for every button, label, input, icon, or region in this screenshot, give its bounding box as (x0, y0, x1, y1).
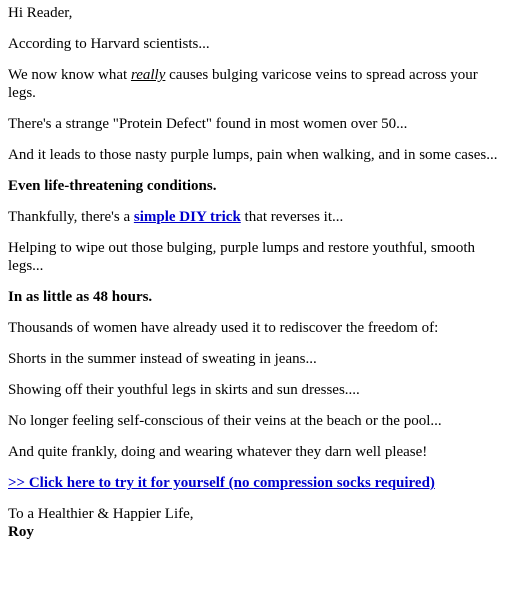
cta-click-here-link[interactable]: >> Click here to try it for yourself (no compression socks required) (8, 475, 435, 491)
cta-paragraph (8, 474, 507, 492)
signature: Roy (8, 524, 34, 540)
closing-line: To a Healthier & Happier Life, (8, 506, 194, 522)
paragraph-thousands: Thousands of women have already used it to rediscover the freedom of: (8, 320, 439, 336)
paragraph-really-causes (8, 66, 507, 102)
simple-diy-trick-link[interactable]: simple DIY trick (133, 209, 241, 225)
paragraph-skirts: Showing off their youthful legs in skirts and sun dresses.... (8, 382, 360, 398)
paragraph-48-hours: In as little as 48 hours. (8, 289, 153, 305)
paragraph-really-after: causes bulging varicose veins to spread across your legs. (8, 67, 478, 101)
paragraph-harvard: According to Harvard scientists... (8, 36, 210, 52)
paragraph-life-threatening: Even life-threatening conditions. (8, 178, 217, 194)
paragraph-diy-after: that reverses it... (240, 209, 344, 225)
paragraph-diy-before: Thankfully, there's a (8, 209, 134, 225)
paragraph-diy-trick (8, 208, 507, 226)
emphasis-really: really (130, 67, 166, 83)
paragraph-darn-well: And quite frankly, doing and wearing whatever they darn well please! (8, 444, 428, 460)
paragraph-wipe-out: Helping to wipe out those bulging, purple lumps and restore youthful, smooth legs... (8, 240, 476, 274)
paragraph-shorts: Shorts in the summer instead of sweating in jeans... (8, 351, 317, 367)
paragraph-protein-defect: There's a strange "Protein Defect" found in most women over 50... (8, 116, 408, 132)
paragraph-purple-lumps: And it leads to those nasty purple lumps, pain when walking, and in some cases... (8, 147, 498, 163)
paragraph-really-before: We now know what (8, 67, 131, 83)
paragraph-beach: No longer feeling self-conscious of their veins at the beach or the pool... (8, 413, 442, 429)
greeting: Hi Reader, (8, 5, 73, 21)
